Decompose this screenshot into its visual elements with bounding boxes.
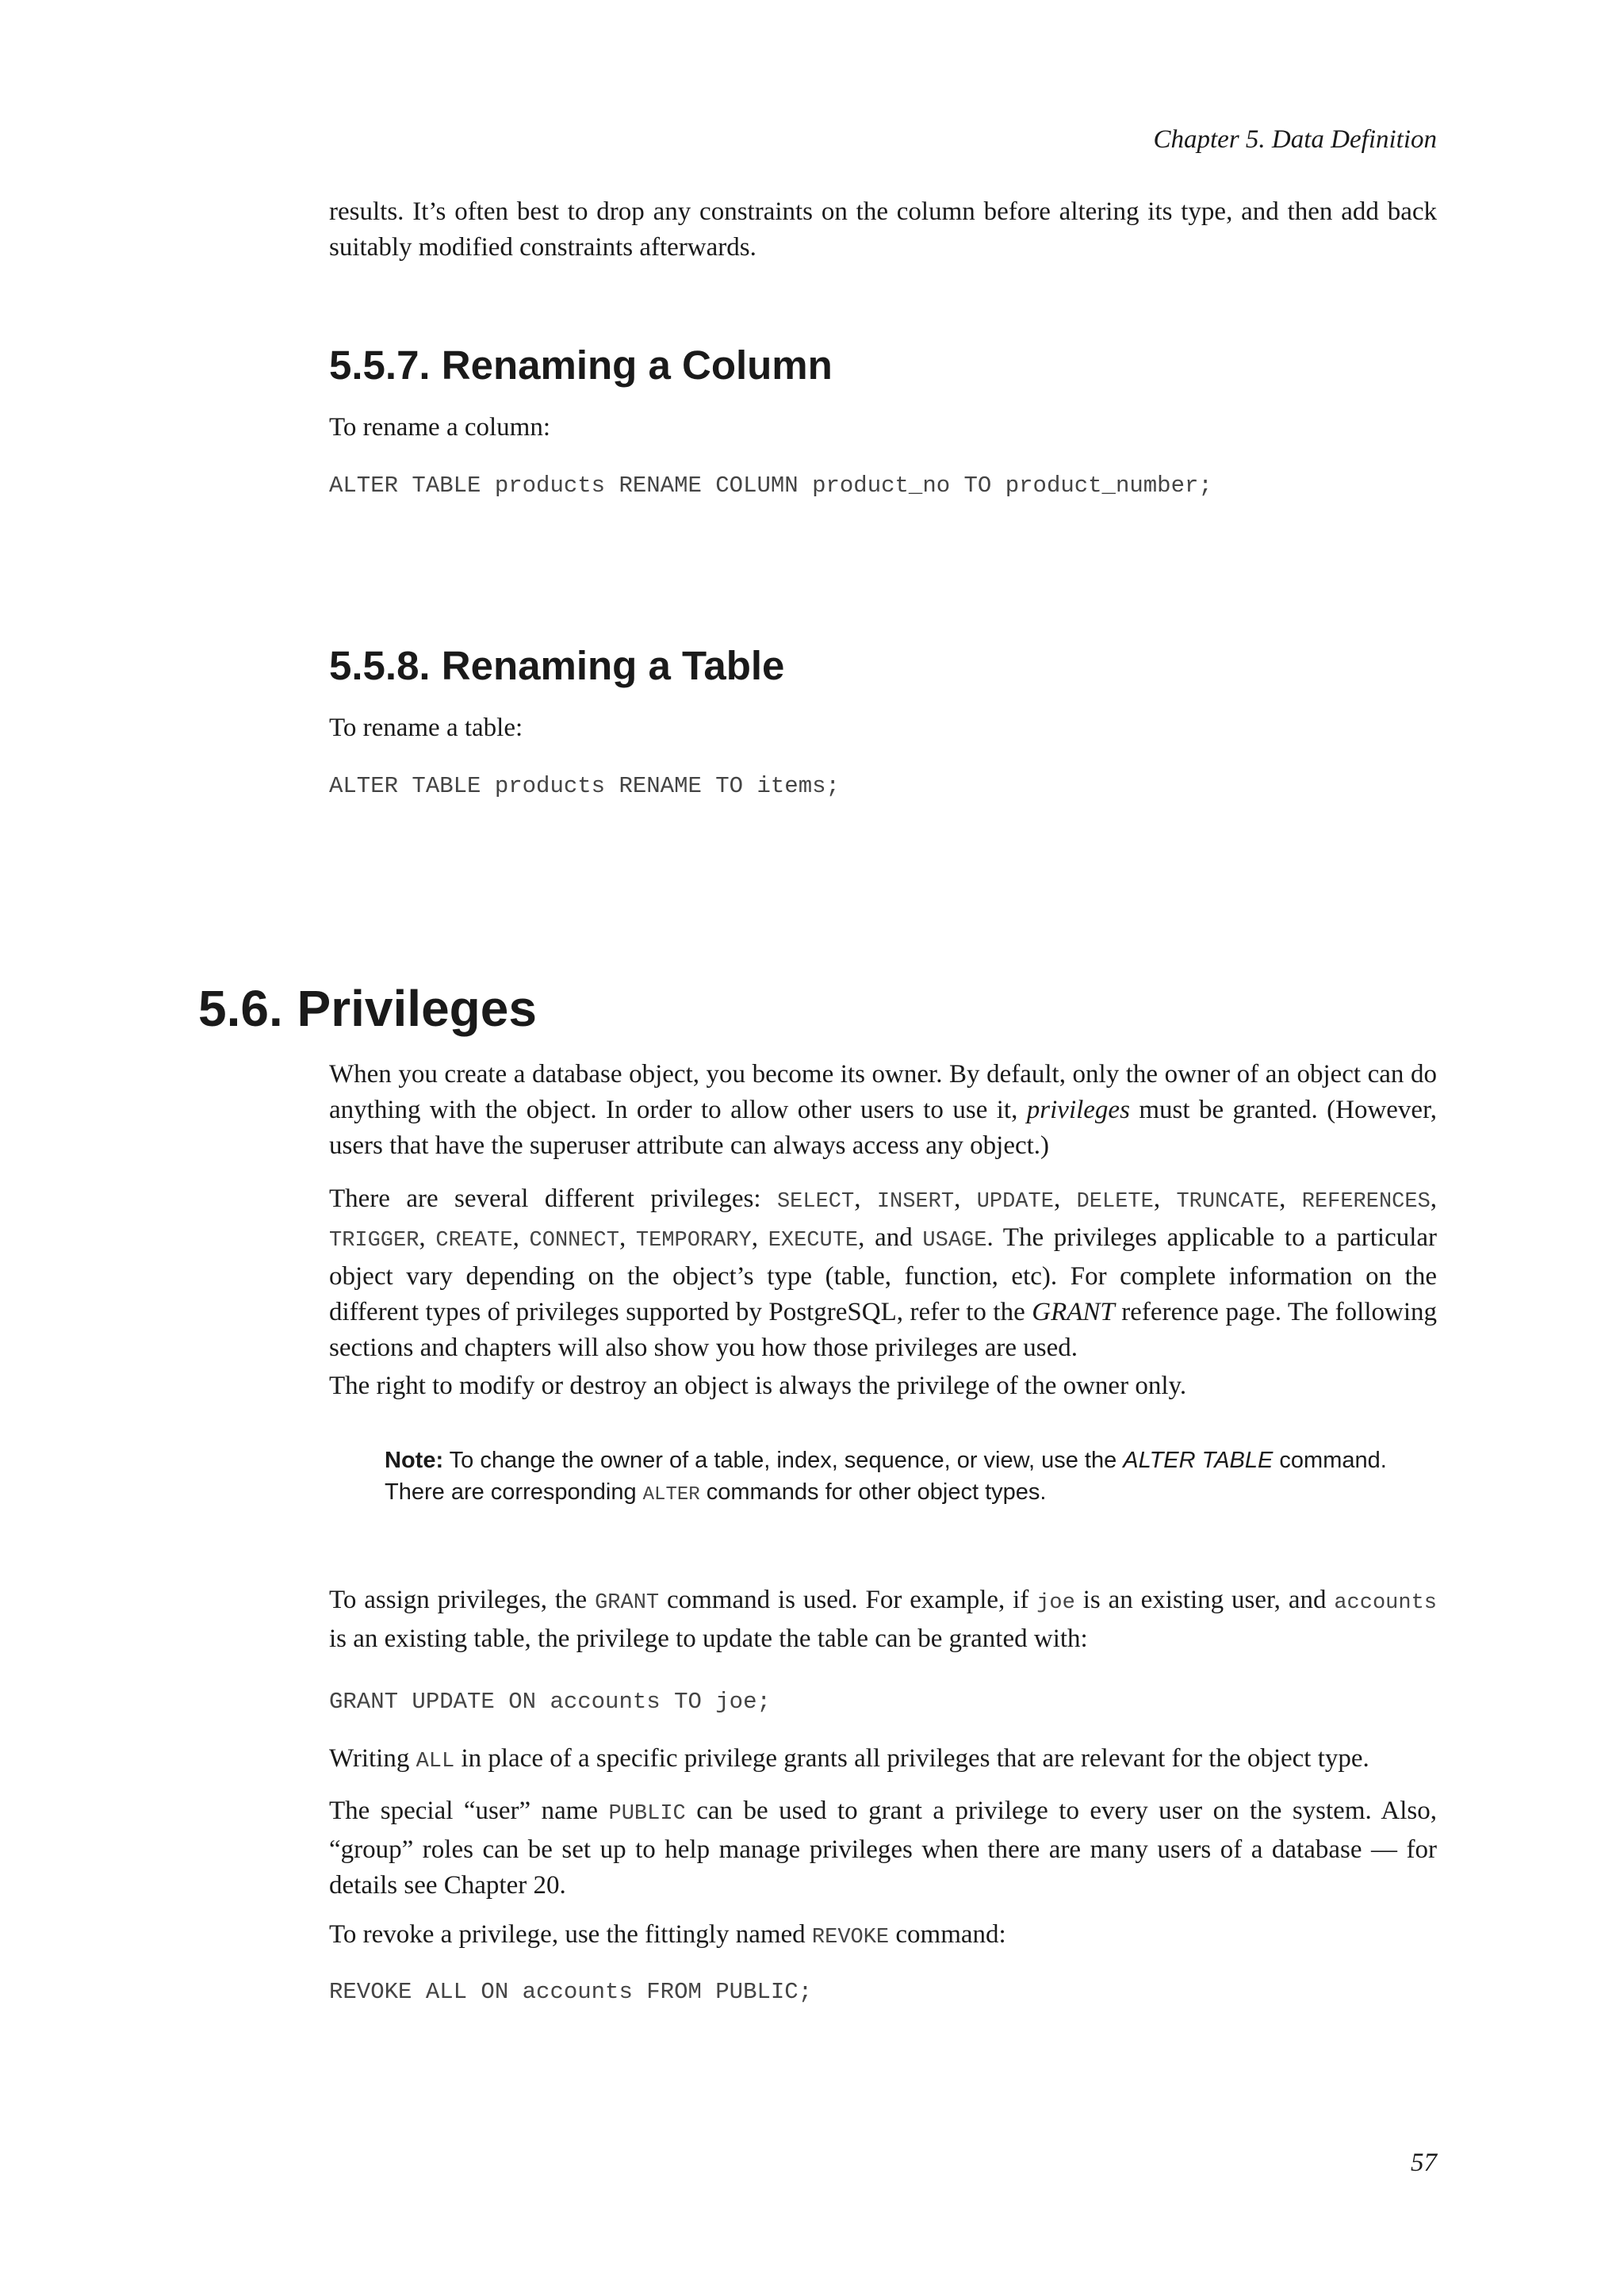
section-5-5-8 xyxy=(329,645,1437,686)
privileges-p1-block xyxy=(329,1057,1437,1164)
grant-code-block xyxy=(329,1689,1437,1715)
privileges-p6-block xyxy=(329,1793,1437,1904)
privilege-trigger: TRIGGER xyxy=(329,1229,419,1253)
rename-table-code-block xyxy=(329,773,1437,799)
privilege-connect: CONNECT xyxy=(529,1229,619,1253)
privileges-paragraph-5: Writing ALL in place of a specific privilege grants all privileges that are relevant for the object type. xyxy=(329,1744,1369,1774)
inline-code-all: ALL xyxy=(416,1750,455,1774)
inline-code-public: PUBLIC xyxy=(608,1802,686,1826)
section-5-5-8-body xyxy=(329,710,1437,746)
intro-block xyxy=(329,194,1437,266)
privilege-references: REFERENCES xyxy=(1301,1190,1431,1214)
rename-table-code: ALTER TABLE products RENAME TO items; xyxy=(329,773,840,799)
privileges-paragraph-2: There are several different privileges: SELECT, INSERT, UPDATE, DELETE, TRUNCATE, REFERENCES, TRIGGER, CREATE, CONNECT, TEMPORARY, EXECUTE, and USAGE. The privileges applicable to a particular object vary depending on the object’s type (table, function, etc). For complete information on the different types of privileges supported by PostgreSQL, refer to the GRANT reference page. The following sections and chapters will also show you how those privileges are used. xyxy=(329,1184,1438,1362)
inline-code-accounts: accounts xyxy=(1334,1591,1437,1615)
inline-code-joe: joe xyxy=(1036,1591,1075,1615)
privilege-select: SELECT xyxy=(776,1190,855,1214)
privileges-p2-block xyxy=(329,1181,1437,1366)
section-heading-5-5-8: 5.5.8. Renaming a Table xyxy=(329,643,785,688)
note-inline-code: ALTER xyxy=(642,1484,700,1506)
rename-table-lead: To rename a table: xyxy=(329,714,523,742)
grant-reference-link[interactable]: GRANT xyxy=(1032,1298,1115,1326)
section-heading-5-5-7: 5.5.7. Renaming a Column xyxy=(329,342,833,388)
privilege-insert: INSERT xyxy=(876,1190,955,1214)
inline-code-grant: GRANT xyxy=(595,1591,660,1615)
privilege-temporary: TEMPORARY xyxy=(635,1229,752,1253)
rename-column-code: ALTER TABLE products RENAME COLUMN product_no TO product_number; xyxy=(329,473,1212,499)
alter-table-reference[interactable]: ALTER TABLE xyxy=(1123,1448,1274,1473)
privileges-p5-block xyxy=(329,1741,1437,1780)
privileges-paragraph-1: When you create a database object, you become its owner. By default, only the owner of an object can do anything with the object. In order to allow other users to use it, privileges must be granted. (However, users that have the superuser attribute can always access any object.) xyxy=(329,1060,1437,1160)
privilege-usage: USAGE xyxy=(922,1229,987,1253)
privileges-paragraph-6: The special “user” name PUBLIC can be used to grant a privilege to every user on the system. Also, “group” roles can be set up to help manage privileges when there are many users of a database — for details see Chapter 20. xyxy=(329,1797,1437,1900)
privileges-emphasis: privileges xyxy=(1026,1096,1130,1124)
section-heading-5-6: 5.6. Privileges xyxy=(198,980,537,1037)
page-number: 57 xyxy=(1411,2149,1437,2177)
privilege-list: SELECT, INSERT, UPDATE, DELETE, TRUNCATE, REFERENCES, TRIGGER, CREATE, CONNECT, TEMPORARY, EXECUTE, and USAGE xyxy=(329,1184,1438,1253)
running-header: Chapter 5. Data Definition xyxy=(1153,125,1437,154)
privilege-create: CREATE xyxy=(435,1229,513,1253)
privileges-paragraph-4: To assign privileges, the GRANT command is used. For example, if joe is an existing user, and accounts is an existing table, the privilege to update the table can be granted with: xyxy=(329,1586,1437,1653)
rename-column-lead: To rename a column: xyxy=(329,413,551,442)
section-5-5-7-body xyxy=(329,410,1437,446)
grant-code: GRANT UPDATE ON accounts TO joe; xyxy=(329,1689,771,1715)
privilege-truncate: TRUNCATE xyxy=(1176,1190,1280,1214)
rename-column-code-block xyxy=(329,473,1437,499)
intro-paragraph: results. It’s often best to drop any constraints on the column before altering its type, and then add back suitably modified constraints afterwards. xyxy=(329,197,1437,262)
revoke-code: REVOKE ALL ON accounts FROM PUBLIC; xyxy=(329,1979,813,2005)
privileges-paragraph-3: The right to modify or destroy an object is always the privilege of the owner only. xyxy=(329,1372,1187,1400)
note-box: Note: To change the owner of a table, index, sequence, or view, use the ALTER TABLE command. There are corresponding ALTER commands for other object types. xyxy=(385,1448,1387,1506)
privileges-p4-block xyxy=(329,1582,1437,1657)
privilege-update: UPDATE xyxy=(976,1190,1054,1214)
privileges-p7-block xyxy=(329,1917,1437,1956)
note-label: Note: xyxy=(385,1448,444,1473)
privileges-p3-block xyxy=(329,1368,1437,1404)
privileges-paragraph-7: To revoke a privilege, use the fittingly named REVOKE command: xyxy=(329,1920,1006,1950)
privilege-execute: EXECUTE xyxy=(768,1229,859,1253)
revoke-code-block xyxy=(329,1979,1437,2005)
section-5-5-7 xyxy=(329,342,1437,388)
inline-code-revoke: REVOKE xyxy=(811,1926,890,1950)
privilege-delete: DELETE xyxy=(1076,1190,1154,1214)
